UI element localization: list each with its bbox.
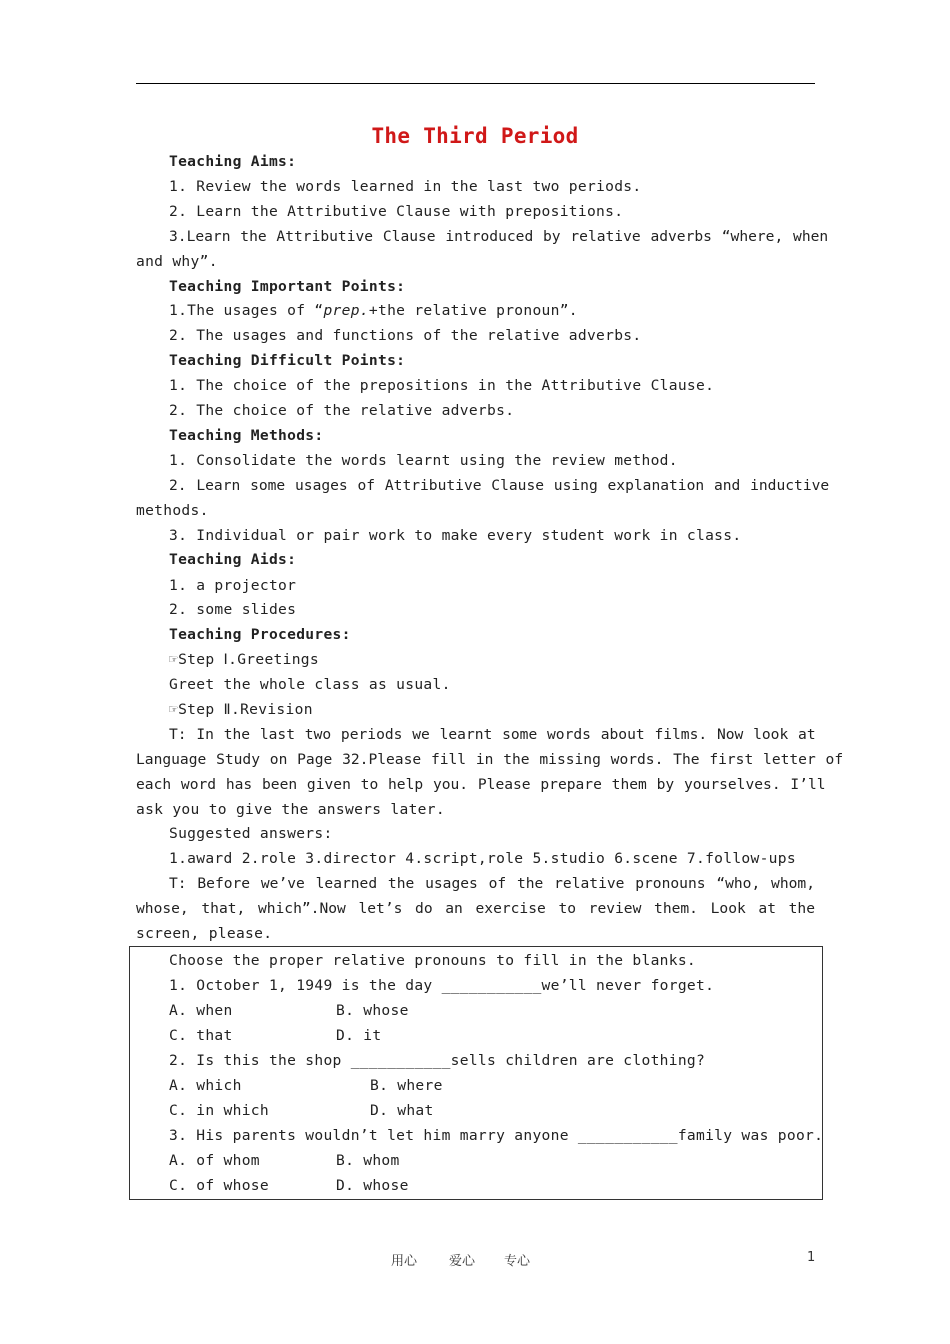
difficult-item-2: 2. The choice of the relative adverbs.	[169, 402, 515, 419]
important-item-1-italic: prep.	[323, 302, 369, 319]
question-2: 2. Is this the shop ___________sells children are clothing?	[169, 1052, 706, 1069]
exercise-instruction: Choose the proper relative pronouns to fill in the blanks.	[169, 952, 696, 969]
difficult-item-1: 1. The choice of the prepositions in the Attributive Clause.	[169, 377, 715, 394]
teacher-talk-2-line-3: screen, please.	[136, 925, 273, 942]
step-1-text: Greet the whole class as usual.	[169, 676, 451, 693]
teacher-talk-1-line-3: each word has been given to help you. Please prepare them by yourselves. I’ll	[136, 776, 826, 793]
q1-option-a: A. when	[169, 1002, 233, 1019]
page-number: 1	[807, 1250, 816, 1265]
q1-option-c: C. that	[169, 1027, 233, 1044]
q2-option-b: B. where	[370, 1077, 443, 1094]
important-item-1-pre: 1.The usages of “	[169, 302, 324, 319]
procedures-heading: Teaching Procedures:	[169, 626, 351, 643]
aims-item-3-line-1: 3.Learn the Attributive Clause introduced by relative adverbs “where, when	[169, 228, 829, 245]
q2-option-a: A. which	[169, 1077, 242, 1094]
aims-item-2: 2. Learn the Attributive Clause with prepositions.	[169, 203, 624, 220]
teacher-talk-1-line-1: T: In the last two periods we learnt some words about films. Now look at	[169, 726, 816, 743]
important-item-1	[169, 302, 578, 320]
methods-item-2-line-1: 2. Learn some usages of Attributive Clause using explanation and inductive	[169, 477, 830, 494]
difficult-heading: Teaching Difficult Points:	[169, 352, 406, 369]
q3-option-c: C. of whose	[169, 1177, 269, 1194]
aids-item-2: 2. some slides	[169, 601, 297, 618]
teacher-talk-2-line-1: T: Before we’ve learned the usages of the relative pronouns “who, whom,	[169, 875, 815, 892]
aims-item-3-line-2: and why”.	[136, 253, 218, 270]
q1-option-b: B. whose	[336, 1002, 409, 1019]
aids-heading: Teaching Aids:	[169, 551, 297, 568]
suggested-answers: 1.award 2.role 3.director 4.script,role 5.studio 6.scene 7.follow-ups	[169, 850, 796, 867]
methods-item-1: 1. Consolidate the words learnt using the review method.	[169, 452, 678, 469]
aims-item-1: 1. Review the words learned in the last two periods.	[169, 178, 642, 195]
teacher-talk-2-line-2: whose, that, which”.Now let’s do an exercise to review them. Look at the	[136, 900, 815, 917]
header-rule	[136, 83, 815, 84]
step-1-heading: ☞Step Ⅰ.Greetings	[169, 651, 319, 668]
footer-motto-1: 用心	[391, 1254, 418, 1269]
teacher-talk-1-line-4: ask you to give the answers later.	[136, 801, 445, 818]
question-1: 1. October 1, 1949 is the day ___________we’ll never forget.	[169, 977, 715, 994]
suggested-answers-label: Suggested answers:	[169, 825, 333, 842]
teacher-talk-1-line-2: Language Study on Page 32.Please fill in the missing words. The first letter of	[136, 751, 844, 768]
important-item-2: 2. The usages and functions of the relative adverbs.	[169, 327, 642, 344]
q2-option-d: D. what	[370, 1102, 434, 1119]
methods-heading: Teaching Methods:	[169, 427, 324, 444]
q3-option-b: B. whom	[336, 1152, 400, 1169]
q2-option-c: C. in which	[169, 1102, 269, 1119]
important-item-1-post: +the relative pronoun”.	[368, 302, 578, 319]
q3-option-d: D. whose	[336, 1177, 409, 1194]
footer-motto-2: 爱心	[449, 1254, 476, 1269]
q3-option-a: A. of whom	[169, 1152, 260, 1169]
question-3: 3. His parents wouldn’t let him marry anyone ___________family was poor.	[169, 1127, 824, 1144]
important-heading: Teaching Important Points:	[169, 278, 406, 295]
methods-item-2-line-2: methods.	[136, 502, 209, 519]
methods-item-3: 3. Individual or pair work to make every student work in class.	[169, 527, 742, 544]
q1-option-d: D. it	[336, 1027, 382, 1044]
aims-heading: Teaching Aims:	[169, 153, 297, 170]
step-2-heading: ☞Step Ⅱ.Revision	[169, 701, 313, 718]
aids-item-1: 1. a projector	[169, 577, 297, 594]
page-title: The Third Period	[371, 124, 579, 148]
footer-motto-3: 专心	[504, 1254, 531, 1269]
